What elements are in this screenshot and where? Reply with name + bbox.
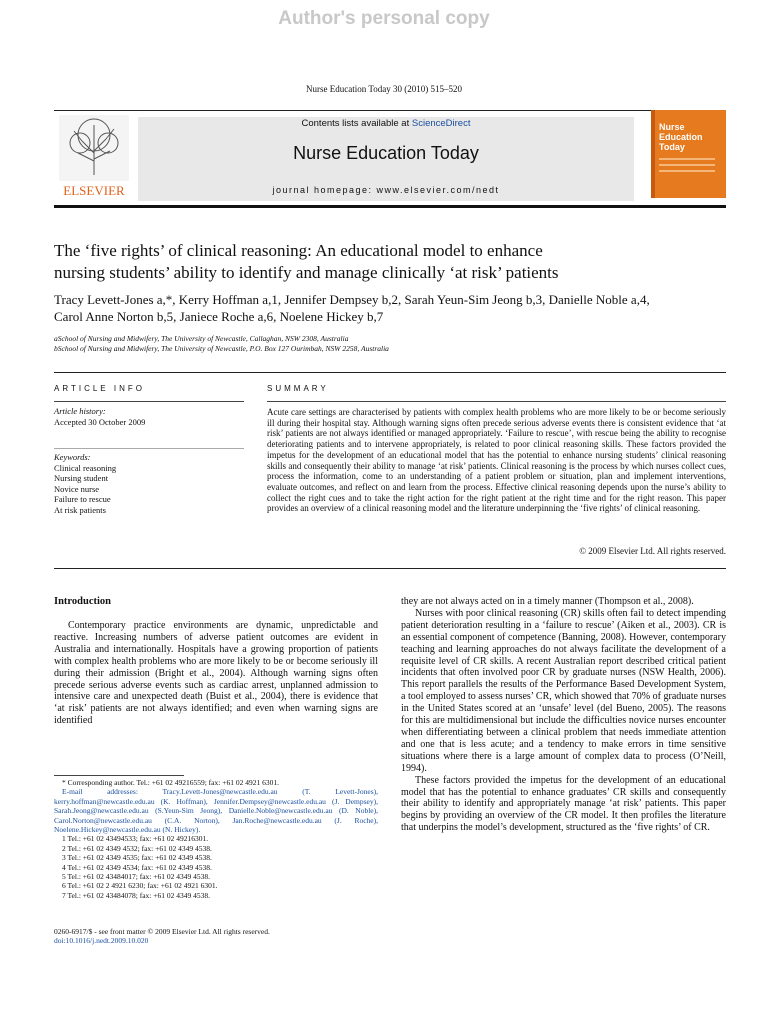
- email-addresses[interactable]: E-mail addresses: Tracy.Levett-Jones@newcastle.edu.au (T. Levett-Jones), kerry.hoffman@newcastle.edu.au (K. Hoffman), Jennifer.Dempsey@newcastle.edu.au (J. Dempsey), Sarah.Jeong@newcastle.edu.au (S.Yeun-Sim Jeong), Danielle.Noble@newcastle.edu.au (D. Noble), Carol.Norton@newcastle.edu.au (C.A. Norton), Jan.Roche@newcastle.edu.au (J. Roche), Noelene.Hickey@newcastle.edu.au (N. Hickey).: [54, 787, 378, 835]
- cover-title-line: Education: [659, 132, 703, 142]
- author-list: [54, 291, 734, 325]
- authors-line: Tracy Levett-Jones a,*, Kerry Hoffman a,1, Jennifer Dempsey b,2, Sarah Yeun-Sim Jeong b,3, Danielle Noble a,4,: [54, 292, 650, 307]
- front-matter: [54, 927, 378, 946]
- journal-citation: Nurse Education Today 30 (2010) 515–520: [306, 84, 462, 94]
- keywords-block: [54, 452, 244, 515]
- summary-divider: [267, 401, 726, 402]
- tel-note: 6 Tel.: +61 02 2 4921 6230; fax: +61 02 4921 6301.: [62, 881, 218, 891]
- abstract-text: Acute care settings are characterised by patients with complex health problems who are more likely to be or become seriously ill during their hospital stay. Although warning signs often precede serious adverse events there is consistent evidence that ‘at risk’ patients are not always identified or managed appropriately. ‘Failure to rescue’, with rescue being the ability to recognise deteriorating patients and to intervene appropriately, is related to poor clinical reasoning skills. These factors provided the impetus for the development of an educational model that has the potential to enhance nursing students’ clinical reasoning skills and consequently their ability to manage ‘at risk’ patients. Clinical reasoning is the process by which nurses collect cues, process the information, come to an understanding of a patient problem or situation, plan and implement interventions, evaluate outcomes, and reflect on and learn from the process. Effective clinical reasoning depends upon the nurse’s ability to collect the right cues and to take the right action for the right patient at the right time and for the right reason. This paper provides an overview of a clinical reasoning model and the literature underpinning the ‘five rights’ of clinical reasoning.: [267, 407, 726, 514]
- history-value: Accepted 30 October 2009: [54, 416, 146, 427]
- footnotes: [54, 778, 378, 900]
- elsevier-tree-logo: [54, 113, 134, 199]
- paragraph: These factors provided the impetus for the development of an educational model that has the potential to enhance graduates’ CR skills and consequently their ability to identify and appropriately manage ‘at risk’ patients. This paper begins by providing an overview of the CR model. It then profiles the literature that underpins the model’s development, structured as the ‘five rights’ of CR.: [401, 774, 726, 834]
- summary-heading: SUMMARY: [267, 384, 329, 393]
- abstract-copyright: © 2009 Elsevier Ltd. All rights reserved.: [579, 546, 726, 556]
- article-info-heading: ARTICLE INFO: [54, 384, 145, 393]
- front-matter-line: 0260-6917/$ - see front matter © 2009 Elsevier Ltd. All rights reserved.: [54, 927, 270, 936]
- body-rule: [54, 568, 726, 569]
- affiliation: aSchool of Nursing and Midwifery, The University of Newcastle, Callaghan, NSW 2308, Australia: [54, 334, 349, 343]
- paragraph: Nurses with poor clinical reasoning (CR) skills often fail to detect impending patient deterioration resulting in a ‘failure to rescue’ (Aiken et al., 2003). CR is an essential component of competence (Banning, 2008). However, contemporary teaching and learning approaches do not always facilitate the development of a requisite level of CR skills. A recent Australian report described critical patient incidents that often involved poor CR by graduate nurses (NSW Health, 2006). This report parallels the results of the Performance Based Development System, a tool employed to assess nurses’ CR, which showed that 70% of graduate nurses in the United States scored at an ‘unsafe’ level (del Bueno, 2005). The reasons for this are multidimensional but include the difficulties novice nurses encounter when differentiating between a clinical problem that needs immediate attention and one that is less acute; and a tendency to make errors in time sensitive situations where there is a large amount of complex data to process (O’Neill, 1994).: [401, 607, 726, 774]
- tel-note: 3 Tel.: +61 02 4349 4535; fax: +61 02 4349 4538.: [62, 853, 212, 863]
- cover-title: [659, 122, 703, 152]
- tel-note: 5 Tel.: +61 02 43484017; fax: +61 02 4349 4538.: [62, 872, 210, 882]
- affiliation: bSchool of Nursing and Midwifery, The University of Newcastle, P.O. Box 127 Ourimbah, NSW 2258, Australia: [54, 344, 389, 353]
- keywords-label: Keywords:: [54, 452, 91, 462]
- corresponding-note: * Corresponding author. Tel.: +61 02 49216559; fax: +61 02 4921 6301.: [62, 778, 279, 787]
- contents-line: [138, 118, 634, 129]
- journal-homepage[interactable]: journal homepage: www.elsevier.com/nedt: [272, 185, 500, 195]
- intro-paragraph: Contemporary practice environments are dynamic, unpredictable and reactive. Increasing numbers of adverse patient outcomes are evident in Australia and internationally. Hospitals have a growing proportion of patients with complex health problems who are more likely to be or become seriously ill during their admission (Bright et al., 2004). Although warning signs often precede serious adverse events such as cardiac arrest, unplanned admission to intensive care and unexpected death (Buist et al., 2004), there is evidence that ‘at risk’ patients are not always identified; and even when warning signs are identified: [54, 620, 378, 727]
- article-title: [54, 240, 734, 284]
- article-history: [54, 406, 244, 427]
- footnote-rule: [54, 775, 184, 776]
- keyword: Novice nurse: [54, 483, 100, 494]
- right-column: [401, 596, 726, 834]
- keyword: At risk patients: [54, 504, 106, 515]
- section-rule: [54, 372, 726, 373]
- sciencedirect-link[interactable]: ScienceDirect: [411, 118, 471, 129]
- tel-note: 7 Tel.: +61 02 43484078; fax: +61 02 4349 4538.: [62, 890, 210, 900]
- keyword: Nursing student: [54, 473, 109, 483]
- tel-note: 2 Tel.: +61 02 4349 4532; fax: +61 02 4349 4538.: [62, 843, 212, 853]
- header-rule-bottom: [54, 205, 726, 208]
- journal-cover-image: [651, 110, 726, 198]
- keyword: Failure to rescue: [54, 494, 111, 504]
- introduction-heading: Introduction: [54, 596, 111, 607]
- history-label: Article history:: [54, 406, 106, 416]
- cover-title-line: Today: [659, 142, 685, 152]
- paragraph: they are not always acted on in a timely manner (Thompson et al., 2008).: [401, 596, 694, 607]
- cover-spine: [651, 110, 655, 198]
- cover-decoration: [659, 158, 715, 176]
- affiliations: [54, 334, 734, 354]
- elsevier-wordmark: ELSEVIER: [63, 183, 125, 198]
- doi-link[interactable]: doi:10.1016/j.nedt.2009.10.020: [54, 936, 149, 946]
- journal-title: Nurse Education Today: [293, 143, 479, 163]
- tel-note: 4 Tel.: +61 02 4349 4534; fax: +61 02 4349 4538.: [62, 862, 212, 872]
- tel-note: 1 Tel.: +61 02 43494533; fax: +61 02 49216301.: [62, 834, 209, 844]
- contents-prefix: Contents lists available at: [301, 118, 412, 129]
- title-line: The ‘five rights’ of clinical reasoning: An educational model to enhance: [54, 241, 543, 260]
- authors-line: Carol Anne Norton b,5, Janiece Roche a,6, Noelene Hickey b,7: [54, 309, 384, 324]
- title-line: nursing students’ ability to identify and manage clinically ‘at risk’ patients: [54, 263, 559, 282]
- cover-title-line: Nurse: [659, 122, 685, 132]
- keyword: Clinical reasoning: [54, 462, 117, 473]
- info-divider: [54, 448, 244, 449]
- watermark: Author's personal copy: [278, 8, 490, 29]
- info-divider: [54, 401, 244, 402]
- header-rule-top: [54, 110, 726, 111]
